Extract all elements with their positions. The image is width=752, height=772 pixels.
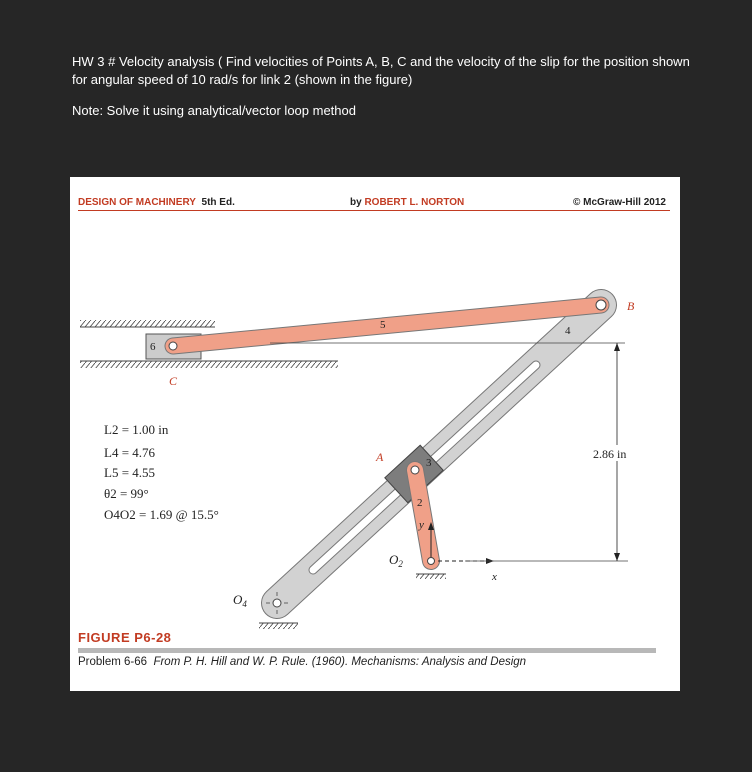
given-l4: L4 = 4.76 — [104, 445, 156, 460]
label-link-6: 6 — [150, 341, 156, 353]
label-link-5: 5 — [380, 319, 386, 331]
label-b: B — [627, 299, 635, 313]
label-c: C — [169, 374, 178, 388]
label-axis-x: x — [492, 571, 497, 583]
given-o4o2: O4O2 = 1.69 @ 15.5° — [104, 507, 219, 522]
question-text: HW 3 # Velocity analysis ( Find velocities of Points A, B, C and the velocity of the slip for the position shown for angular speed of 10 rad/s for link 2 (shown in the figure) — [72, 54, 690, 87]
label-link-4: 4 — [565, 325, 571, 337]
given-l5: L5 = 4.55 — [104, 465, 156, 480]
header-rule — [78, 210, 670, 211]
figure-caption: Problem 6-66 From P. H. Hill and W. P. Rule. (1960). Mechanisms: Analysis and Design — [78, 656, 527, 668]
book-author: by ROBERT L. NORTON — [350, 197, 465, 208]
textbook-figure — [70, 177, 680, 691]
given-l2: L2 = 1.00 in — [104, 422, 169, 437]
label-dimension: 2.86 in — [593, 447, 627, 461]
figure-rule — [78, 648, 656, 653]
figure-label: FIGURE P6-28 — [78, 630, 172, 645]
label-o4: $O_4$ — [233, 592, 247, 609]
copyright: © McGraw-Hill 2012 — [573, 197, 666, 208]
question-note: Note: Solve it using analytical/vector loop method — [72, 103, 356, 118]
label-a: A — [376, 450, 384, 464]
label-link-3: 3 — [426, 457, 432, 469]
given-theta2: θ2 = 99° — [104, 486, 149, 501]
label-axis-y: y — [419, 519, 424, 531]
label-link-2: 2 — [417, 497, 423, 509]
book-title: DESIGN OF MACHINERY 5th Ed. — [78, 197, 235, 208]
label-o2: $O_2$ — [389, 552, 403, 569]
